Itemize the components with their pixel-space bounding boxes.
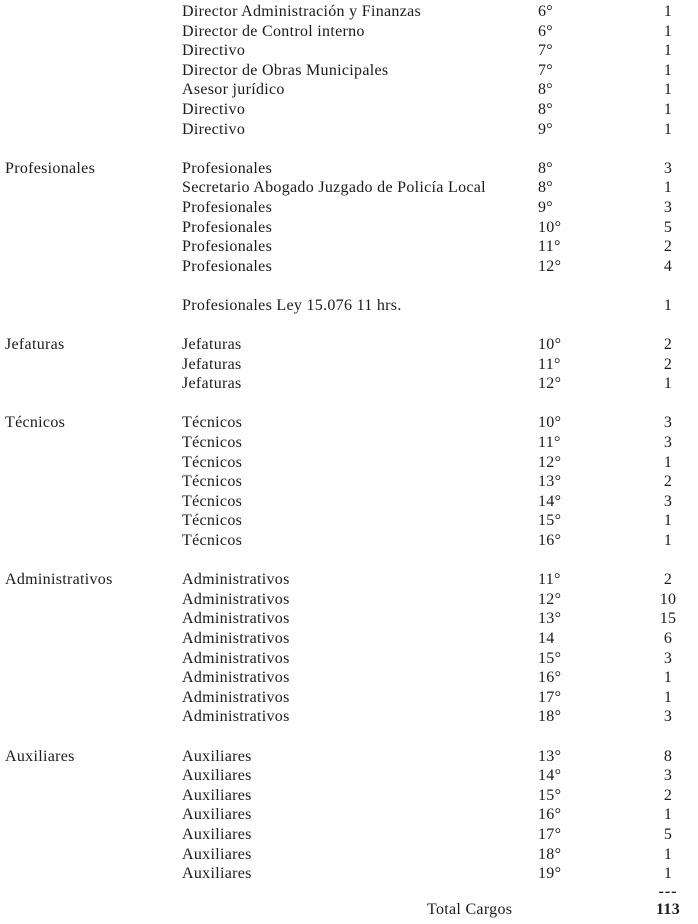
count-cell: 1 xyxy=(663,296,673,314)
count-cell: 1 xyxy=(663,100,673,118)
table-row xyxy=(0,433,698,453)
count-cell: 1 xyxy=(663,3,673,20)
count-cell: 3 xyxy=(663,198,673,216)
grade-cell: 16° xyxy=(538,669,562,687)
position-cell: Director de Control interno xyxy=(182,22,365,40)
grade-cell: 12° xyxy=(538,453,562,471)
position-cell: Jefaturas xyxy=(182,355,242,373)
position-cell: Técnicos xyxy=(182,414,243,432)
position-cell: Técnicos xyxy=(182,434,243,452)
grade-cell: 6° xyxy=(538,3,553,20)
table-row xyxy=(0,374,698,394)
position-cell: Jefaturas xyxy=(182,375,242,393)
count-cell: 2 xyxy=(663,571,673,589)
table-row xyxy=(0,296,698,316)
grade-cell: 13° xyxy=(538,473,562,491)
staff-table xyxy=(0,2,698,884)
table-row xyxy=(0,766,698,786)
grade-cell: 16° xyxy=(538,532,562,550)
position-cell: Profesionales xyxy=(182,257,273,275)
grade-cell: 10° xyxy=(538,336,562,354)
grade-cell: 11° xyxy=(538,238,561,256)
category-cell: Administrativos xyxy=(5,571,113,589)
position-cell: Técnicos xyxy=(182,453,243,471)
count-cell: 3 xyxy=(663,492,673,510)
table-row xyxy=(0,198,698,218)
count-cell: 1 xyxy=(663,22,673,40)
count-cell: 3 xyxy=(663,649,673,667)
grade-cell: 18° xyxy=(538,845,562,863)
grade-cell: 8° xyxy=(538,100,553,118)
count-cell: 1 xyxy=(663,532,673,550)
count-cell: 3 xyxy=(663,159,673,177)
count-cell: 3 xyxy=(663,708,673,726)
count-cell: 1 xyxy=(663,81,673,99)
spacer-row xyxy=(0,139,698,159)
count-cell: 1 xyxy=(663,453,673,471)
total-row xyxy=(0,900,698,920)
grade-cell: 14° xyxy=(538,492,562,510)
table-row xyxy=(0,668,698,688)
grade-cell: 13° xyxy=(538,747,562,765)
grade-cell: 9° xyxy=(538,120,553,138)
table-row xyxy=(0,570,698,590)
position-cell: Asesor jurídico xyxy=(182,81,285,99)
category-cell: Profesionales xyxy=(5,159,96,177)
count-cell: 2 xyxy=(663,238,673,256)
count-cell: 1 xyxy=(663,806,673,824)
spacer-row xyxy=(0,394,698,414)
table-row xyxy=(0,41,698,61)
count-cell: 10 xyxy=(659,590,677,608)
grade-cell: 10° xyxy=(538,414,562,432)
position-cell: Administrativos xyxy=(182,630,290,647)
position-cell: Administrativos xyxy=(182,688,290,706)
count-cell: 1 xyxy=(663,512,673,530)
spacer-row xyxy=(0,276,698,296)
position-cell: Técnicos xyxy=(182,473,243,491)
count-cell: 2 xyxy=(663,355,673,373)
position-cell: Profesionales xyxy=(182,238,273,256)
position-cell: Directivo xyxy=(182,42,246,60)
category-cell: Jefaturas xyxy=(5,336,65,354)
grade-cell: 15° xyxy=(538,512,562,530)
table-row xyxy=(0,707,698,727)
position-cell: Técnicos xyxy=(182,512,243,530)
grade-cell: 12° xyxy=(538,375,562,393)
table-row xyxy=(0,825,698,845)
position-cell: Administrativos xyxy=(182,610,290,628)
spacer-row xyxy=(0,551,698,571)
grade-cell: 12° xyxy=(538,257,562,275)
table-row xyxy=(0,159,698,179)
table-row xyxy=(0,805,698,825)
position-cell: Administrativos xyxy=(182,590,290,608)
count-cell: 1 xyxy=(663,865,673,883)
grade-cell: 13° xyxy=(538,610,562,628)
table-row xyxy=(0,413,698,433)
position-cell: Profesionales xyxy=(182,159,273,177)
count-cell: 2 xyxy=(663,786,673,804)
position-cell: Administrativos xyxy=(182,649,290,667)
position-cell: Administrativos xyxy=(182,669,290,687)
position-cell: Auxiliares xyxy=(182,845,252,863)
table-row xyxy=(0,845,698,865)
grade-cell: 18° xyxy=(538,708,562,726)
count-cell: 5 xyxy=(663,218,673,236)
total-separator: --- xyxy=(658,882,678,900)
table-row xyxy=(0,22,698,42)
category-cell: Técnicos xyxy=(5,414,66,432)
count-cell: 6 xyxy=(663,630,673,647)
grade-cell: 15° xyxy=(538,786,562,804)
position-cell: Director de Obras Municipales xyxy=(182,61,389,79)
count-cell: 1 xyxy=(663,669,673,687)
grade-cell: 12° xyxy=(538,590,562,608)
count-cell: 3 xyxy=(663,414,673,432)
count-cell: 1 xyxy=(663,42,673,60)
position-cell: Administrativos xyxy=(182,571,290,589)
table-row xyxy=(0,218,698,238)
grade-cell: 16° xyxy=(538,806,562,824)
position-cell: Técnicos xyxy=(182,492,243,510)
count-cell: 5 xyxy=(663,825,673,843)
table-row xyxy=(0,237,698,257)
table-row xyxy=(0,531,698,551)
table-row xyxy=(0,257,698,277)
grade-cell: 8° xyxy=(538,81,553,99)
position-cell: Auxiliares xyxy=(182,786,252,804)
count-cell: 1 xyxy=(663,120,673,138)
position-cell: Auxiliares xyxy=(182,825,252,843)
table-row xyxy=(0,492,698,512)
grade-cell: 8° xyxy=(538,179,553,197)
position-cell: Auxiliares xyxy=(182,806,252,824)
position-cell: Director Administración y Finanzas xyxy=(182,3,422,20)
count-cell: 1 xyxy=(663,179,673,197)
position-cell: Secretario Abogado Juzgado de Policía Local xyxy=(182,179,486,197)
count-cell: 3 xyxy=(663,767,673,785)
position-cell: Profesionales xyxy=(182,218,273,236)
position-cell: Técnicos xyxy=(182,532,243,550)
position-cell: Administrativos xyxy=(182,708,290,726)
table-row xyxy=(0,609,698,629)
position-cell: Auxiliares xyxy=(182,747,252,765)
table-row xyxy=(0,61,698,81)
count-cell: 1 xyxy=(663,61,673,79)
grade-cell: 19° xyxy=(538,865,562,883)
grade-cell: 17° xyxy=(538,688,562,706)
grade-cell: 15° xyxy=(538,649,562,667)
position-cell: Directivo xyxy=(182,120,246,138)
grade-cell: 11° xyxy=(538,434,561,452)
table-row xyxy=(0,453,698,473)
position-cell: Auxiliares xyxy=(182,865,252,883)
table-row xyxy=(0,355,698,375)
table-row xyxy=(0,335,698,355)
table-row xyxy=(0,178,698,198)
table-row xyxy=(0,80,698,100)
table-row xyxy=(0,688,698,708)
grade-cell: 14° xyxy=(538,767,562,785)
count-cell: 8 xyxy=(663,747,673,765)
count-cell: 1 xyxy=(663,845,673,863)
separator-row xyxy=(0,884,698,900)
grade-cell: 7° xyxy=(538,42,553,60)
count-cell: 2 xyxy=(663,473,673,491)
count-cell: 1 xyxy=(663,688,673,706)
spacer-row xyxy=(0,316,698,336)
grade-cell: 14 xyxy=(538,630,555,647)
position-cell: Profesionales Ley 15.076 11 hrs. xyxy=(182,296,402,314)
spacer-row xyxy=(0,727,698,747)
table-row xyxy=(0,864,698,884)
table-row xyxy=(0,786,698,806)
table-row xyxy=(0,649,698,669)
grade-cell: 17° xyxy=(538,825,562,843)
grade-cell: 7° xyxy=(538,61,553,79)
grade-cell: 6° xyxy=(538,22,553,40)
grade-cell: 11° xyxy=(538,571,561,589)
position-cell: Jefaturas xyxy=(182,336,242,354)
table-row xyxy=(0,100,698,120)
position-cell: Directivo xyxy=(182,100,246,118)
count-cell: 3 xyxy=(663,434,673,452)
grade-cell: 10° xyxy=(538,218,562,236)
table-row xyxy=(0,511,698,531)
table-row xyxy=(0,120,698,140)
count-cell: 1 xyxy=(663,375,673,393)
category-cell: Auxiliares xyxy=(5,747,75,765)
position-cell: Profesionales xyxy=(182,198,273,216)
grade-cell: 11° xyxy=(538,355,561,373)
count-cell: 15 xyxy=(659,610,677,628)
total-label: Total Cargos xyxy=(427,900,513,918)
count-cell: 2 xyxy=(663,336,673,354)
table-row xyxy=(0,2,698,22)
position-cell: Auxiliares xyxy=(182,767,252,785)
table-row xyxy=(0,629,698,649)
table-row xyxy=(0,747,698,767)
grade-cell: 9° xyxy=(538,198,553,216)
table-row xyxy=(0,472,698,492)
total-value: 113 xyxy=(655,900,681,918)
grade-cell: 8° xyxy=(538,159,553,177)
table-row xyxy=(0,590,698,610)
count-cell: 4 xyxy=(663,257,673,275)
